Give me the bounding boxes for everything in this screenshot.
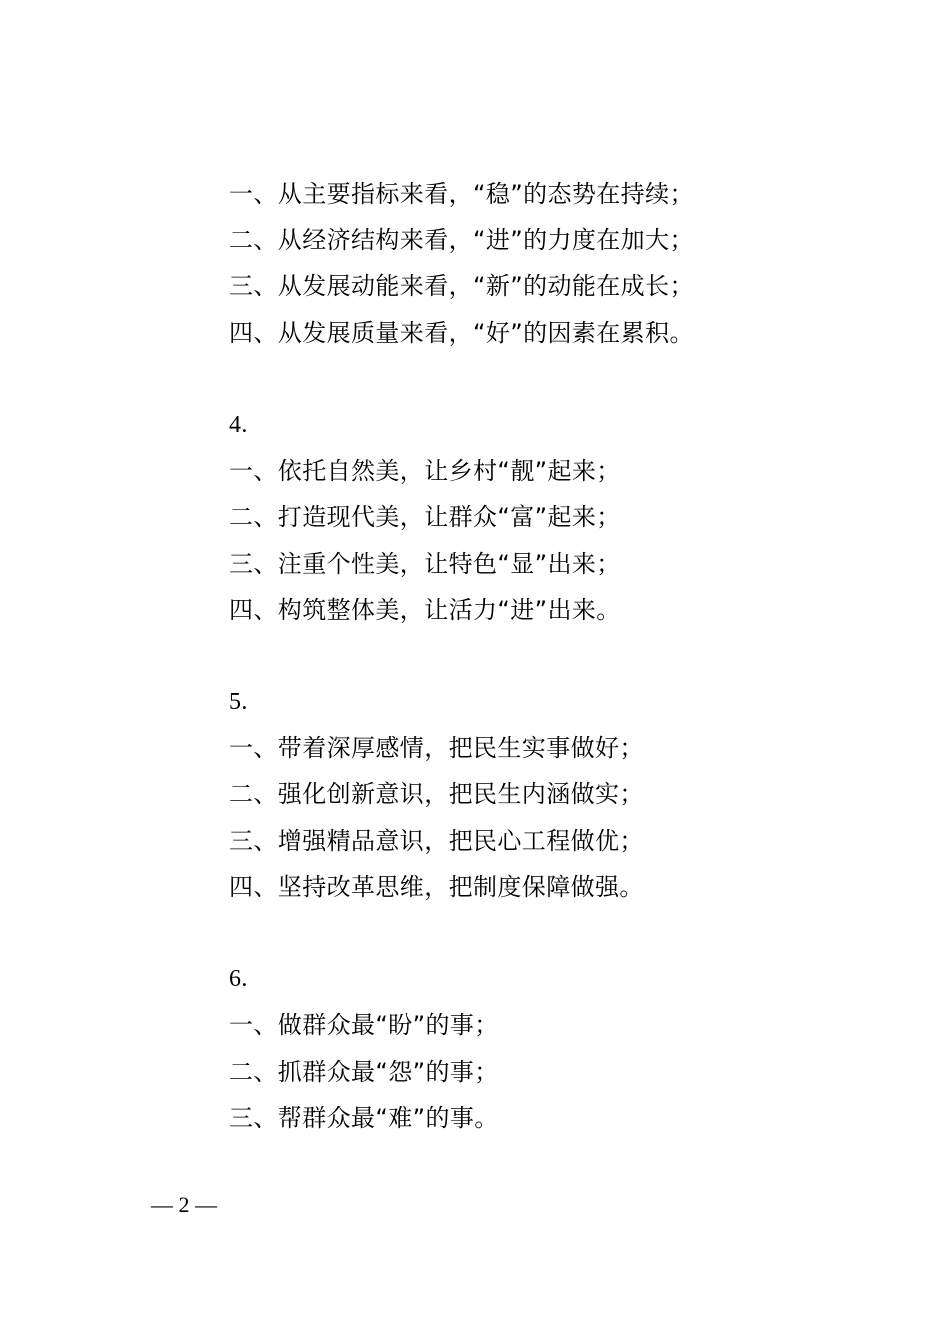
list-item: 一、做群众最“盼”的事； — [229, 1011, 499, 1040]
section-number: 6. — [229, 966, 248, 993]
list-item: 四、构筑整体美，让活力“进”出来。 — [229, 595, 621, 624]
list-item: 四、从发展质量来看，“好”的因素在累积。 — [229, 318, 694, 347]
list-item: 三、增强精品意识，把民心工程做优； — [229, 826, 644, 855]
list-item: 二、从经济结构来看，“进”的力度在加大； — [229, 226, 694, 255]
list-item: 三、帮群众最“难”的事。 — [229, 1103, 499, 1132]
page-number: — 2 — — [151, 1192, 217, 1217]
list-item: 一、依托自然美，让乡村“靓”起来； — [229, 457, 621, 486]
list-item: 一、带着深厚感情，把民生实事做好； — [229, 734, 644, 763]
list-item: 四、坚持改革思维，把制度保障做强。 — [229, 872, 644, 901]
list-item: 三、注重个性美，让特色“显”出来； — [229, 549, 621, 578]
section-number: 5. — [229, 689, 248, 716]
list-item: 三、从发展动能来看，“新”的动能在成长； — [229, 272, 694, 301]
document-body — [229, 171, 849, 1141]
list-item: 二、抓群众最“怨”的事； — [229, 1057, 499, 1086]
list-item: 二、打造现代美，让群众“富”起来； — [229, 503, 621, 532]
section-spacer — [229, 356, 849, 402]
section-spacer — [229, 910, 849, 956]
section-number: 4. — [229, 411, 248, 438]
section-spacer — [229, 633, 849, 679]
list-item: 二、强化创新意识，把民生内涵做实； — [229, 780, 644, 809]
list-item: 一、从主要指标来看，“稳”的态势在持续； — [229, 180, 694, 208]
